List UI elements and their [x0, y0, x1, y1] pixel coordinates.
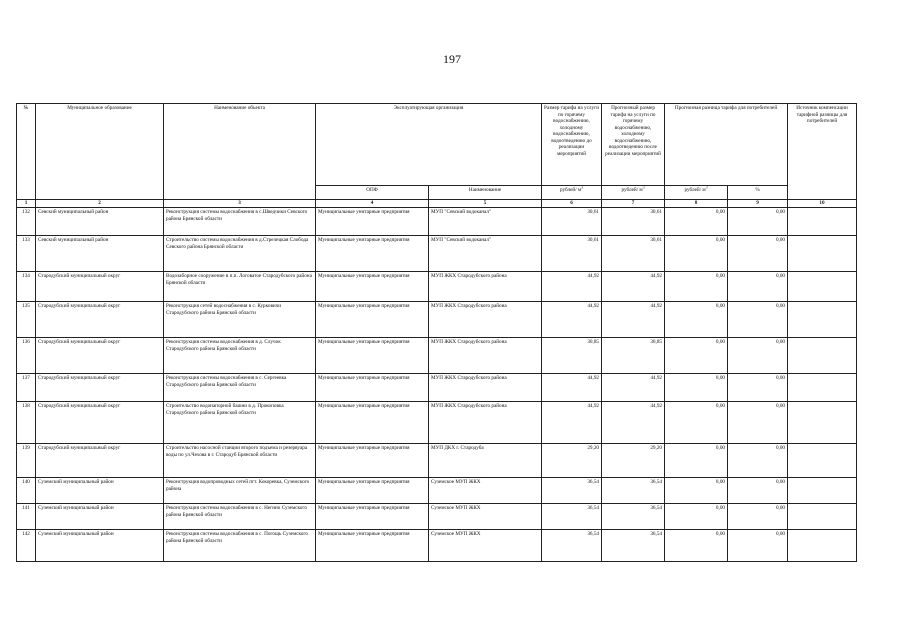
municipality-cell: Суземский муниципальный район — [36, 478, 164, 504]
source-cell — [788, 236, 857, 272]
tariff-after-cell: 44,92 — [602, 402, 665, 444]
opf-cell: Муниципальные унитарные предприятия — [316, 272, 429, 302]
unit-text: рублей/ м — [559, 187, 582, 193]
header-object: Наименование объекта — [164, 104, 316, 200]
unit-superscript: 3 — [642, 185, 645, 190]
organization-cell: Суземское МУП ЖКХ — [429, 530, 542, 562]
tariff-after-cell: 44,92 — [602, 374, 665, 402]
row-number: 138 — [17, 402, 36, 444]
row-number: 139 — [17, 444, 36, 478]
object-cell: Строительство системы водоснабжения в д.Стрелецкая Слобода Севского района Брянской области — [164, 236, 316, 272]
source-cell — [788, 402, 857, 444]
object-cell: Строительство насосной станции второго подъема и резервуара воды по ул.Чехова в г. Стародуб Брянской области — [164, 444, 316, 478]
table-row — [17, 444, 857, 478]
diff-pct-cell: 0,00 — [728, 402, 788, 444]
tariff-before-cell: 44,92 — [542, 272, 602, 302]
diff-rub-cell: 0,00 — [665, 504, 728, 530]
object-cell: Водозаборное сооружение в п.п. Логоватое Стародубского района Брянской области — [164, 272, 316, 302]
tariff-after-cell: 36,54 — [602, 530, 665, 562]
header-unit-forecast — [602, 186, 665, 200]
source-cell — [788, 444, 857, 478]
opf-cell: Муниципальные унитарные предприятия — [316, 302, 429, 338]
row-number: 136 — [17, 338, 36, 374]
table-row — [17, 338, 857, 374]
page-number: 197 — [443, 52, 461, 66]
diff-pct-cell: 0,00 — [728, 208, 788, 236]
column-index: 9 — [728, 200, 788, 208]
diff-pct-cell: 0,00 — [728, 478, 788, 504]
municipality-cell: Суземский муниципальный район — [36, 504, 164, 530]
municipality-cell: Севский муниципальный район — [36, 208, 164, 236]
diff-pct-cell: 0,00 — [728, 236, 788, 272]
header-tariff-current: Размер тарифа на услуги по горячему водоснабжению, холодному водоснабжению, водоотведению до реализации мероприятий — [542, 104, 602, 186]
municipality-cell: Стародубский муниципальный округ — [36, 402, 164, 444]
organization-cell: МУП ДКХ г. Стародуба — [429, 444, 542, 478]
opf-cell: Муниципальные унитарные предприятия — [316, 444, 429, 478]
column-index: 8 — [665, 200, 728, 208]
source-cell — [788, 478, 857, 504]
diff-rub-cell: 0,00 — [665, 374, 728, 402]
diff-pct-cell: 0,00 — [728, 444, 788, 478]
municipality-cell: Стародубский муниципальный округ — [36, 338, 164, 374]
header-name: Наименование — [429, 186, 542, 200]
opf-cell: Муниципальные унитарные предприятия — [316, 208, 429, 236]
row-number: 137 — [17, 374, 36, 402]
tariff-before-cell: 36,54 — [542, 478, 602, 504]
diff-rub-cell: 0,00 — [665, 236, 728, 272]
opf-cell: Муниципальные унитарные предприятия — [316, 236, 429, 272]
row-number: 132 — [17, 208, 36, 236]
diff-rub-cell: 0,00 — [665, 272, 728, 302]
diff-pct-cell: 0,00 — [728, 272, 788, 302]
municipality-cell: Стародубский муниципальный округ — [36, 444, 164, 478]
diff-rub-cell: 0,00 — [665, 402, 728, 444]
source-cell — [788, 530, 857, 562]
object-cell: Реконструкция системы водоснабжения в с. Погощь Суземского района Брянской области — [164, 530, 316, 562]
unit-superscript: 3 — [705, 185, 708, 190]
source-cell — [788, 272, 857, 302]
object-cell: Реконструкция системы водоснабжения в с. Сергеевка Стародубского района Брянской области — [164, 374, 316, 402]
tariff-before-cell: 30,61 — [542, 236, 602, 272]
tariff-before-cell: 30,85 — [542, 338, 602, 374]
tariff-table — [16, 103, 857, 562]
column-index: 1 — [17, 200, 36, 208]
column-index-row — [17, 200, 857, 208]
header-source: Источник компенсации тарифной разницы для потребителей — [788, 104, 857, 200]
organization-cell: МУП ЖКХ Стародубского района — [429, 302, 542, 338]
object-cell: Реконструкция системы водоснабжения в с.Шведчики Севского района Брянской области — [164, 208, 316, 236]
row-number: 141 — [17, 504, 36, 530]
table-row — [17, 208, 857, 236]
tariff-before-cell: 44,92 — [542, 374, 602, 402]
municipality-cell: Севский муниципальный район — [36, 236, 164, 272]
opf-cell: Муниципальные унитарные предприятия — [316, 338, 429, 374]
table-row — [17, 236, 857, 272]
diff-pct-cell: 0,00 — [728, 530, 788, 562]
tariff-after-cell: 44,92 — [602, 272, 665, 302]
table-row — [17, 478, 857, 504]
object-cell: Реконструкция системы водоснабжения в д. Случок Стародубского района Брянской области — [164, 338, 316, 374]
organization-cell: МУП ЖКХ Стародубского района — [429, 272, 542, 302]
diff-pct-cell: 0,00 — [728, 302, 788, 338]
row-number: 135 — [17, 302, 36, 338]
column-index: 7 — [602, 200, 665, 208]
table-row — [17, 402, 857, 444]
tariff-before-cell: 36,54 — [542, 530, 602, 562]
object-cell: Реконструкция сетей водоснабжения в с. Курковичи Стародубского района Брянской области — [164, 302, 316, 338]
opf-cell: Муниципальные унитарные предприятия — [316, 374, 429, 402]
unit-text: рублей/ м — [621, 187, 643, 193]
source-cell — [788, 338, 857, 374]
column-index: 5 — [429, 200, 542, 208]
header-unit-current — [542, 186, 602, 200]
source-cell — [788, 302, 857, 338]
opf-cell: Муниципальные унитарные предприятия — [316, 504, 429, 530]
tariff-after-cell: 29,20 — [602, 444, 665, 478]
row-number: 140 — [17, 478, 36, 504]
tariff-before-cell: 30,61 — [542, 208, 602, 236]
column-index: 2 — [36, 200, 164, 208]
table-row — [17, 374, 857, 402]
table-body — [17, 208, 857, 562]
header-tariff-forecast: Прогнозный размер тарифа на услуги по горячему водоснабжению, холодному водоснабжению, водоотведению после реализации мероприятий — [602, 104, 665, 186]
diff-pct-cell: 0,00 — [728, 504, 788, 530]
diff-pct-cell: 0,00 — [728, 338, 788, 374]
opf-cell: Муниципальные унитарные предприятия — [316, 478, 429, 504]
table-row — [17, 272, 857, 302]
diff-rub-cell: 0,00 — [665, 338, 728, 374]
column-index: 6 — [542, 200, 602, 208]
organization-cell: МУП "Севский водоканал" — [429, 208, 542, 236]
diff-rub-cell: 0,00 — [665, 478, 728, 504]
organization-cell: МУП ЖКХ Стародубского района — [429, 374, 542, 402]
header-opf: ОПФ — [316, 186, 429, 200]
row-number: 142 — [17, 530, 36, 562]
object-cell: Реконструкция системы водоснабжения в с. Негино Суземского района Брянской области — [164, 504, 316, 530]
table-row — [17, 302, 857, 338]
organization-cell: Суземское МУП ЖКХ — [429, 478, 542, 504]
organization-cell: МУП ЖКХ Стародубского района — [429, 402, 542, 444]
column-index: 10 — [788, 200, 857, 208]
tariff-after-cell: 30,61 — [602, 208, 665, 236]
municipality-cell: Стародубский муниципальный округ — [36, 272, 164, 302]
tariff-before-cell: 44,92 — [542, 302, 602, 338]
diff-pct-cell: 0,00 — [728, 374, 788, 402]
source-cell — [788, 374, 857, 402]
source-cell — [788, 208, 857, 236]
municipality-cell: Стародубский муниципальный округ — [36, 302, 164, 338]
tariff-before-cell: 44,92 — [542, 402, 602, 444]
tariff-before-cell: 29,20 — [542, 444, 602, 478]
header-municipality: Муниципальное образование — [36, 104, 164, 200]
diff-rub-cell: 0,00 — [665, 302, 728, 338]
column-index: 4 — [316, 200, 429, 208]
table-row — [17, 504, 857, 530]
municipality-cell: Стародубский муниципальный округ — [36, 374, 164, 402]
organization-cell: МУП ЖКХ Стародубского района — [429, 338, 542, 374]
municipality-cell: Суземский муниципальный район — [36, 530, 164, 562]
object-cell: Реконструкция водопроводных сетей пгт. Кокоревка, Суземского района — [164, 478, 316, 504]
header-tariff-diff: Прогнозная разница тарифа для потребителей — [665, 104, 788, 186]
table-row — [17, 530, 857, 562]
column-index: 3 — [164, 200, 316, 208]
header-unit-diff — [665, 186, 728, 200]
tariff-after-cell: 44,92 — [602, 302, 665, 338]
row-number: 134 — [17, 272, 36, 302]
organization-cell: МУП "Севский водоканал" — [429, 236, 542, 272]
diff-rub-cell: 0,00 — [665, 530, 728, 562]
unit-text: рублей/ м — [684, 187, 706, 193]
tariff-before-cell: 36,54 — [542, 504, 602, 530]
organization-cell: Суземское МУП ЖКХ — [429, 504, 542, 530]
source-cell — [788, 504, 857, 530]
opf-cell: Муниципальные унитарные предприятия — [316, 530, 429, 562]
object-cell: Строительство водонапорной башни в д. Прокоповка Стародубского района Брянской области — [164, 402, 316, 444]
tariff-after-cell: 36,54 — [602, 478, 665, 504]
diff-rub-cell: 0,00 — [665, 208, 728, 236]
unit-superscript: 3 — [581, 185, 584, 190]
diff-rub-cell: 0,00 — [665, 444, 728, 478]
header-operator: Эксплуатирующая организация — [316, 104, 542, 186]
tariff-after-cell: 30,85 — [602, 338, 665, 374]
tariff-after-cell: 36,54 — [602, 504, 665, 530]
row-number: 133 — [17, 236, 36, 272]
header-unit-pct: % — [728, 186, 788, 200]
opf-cell: Муниципальные унитарные предприятия — [316, 402, 429, 444]
tariff-after-cell: 30,61 — [602, 236, 665, 272]
header-no: № — [17, 104, 36, 200]
